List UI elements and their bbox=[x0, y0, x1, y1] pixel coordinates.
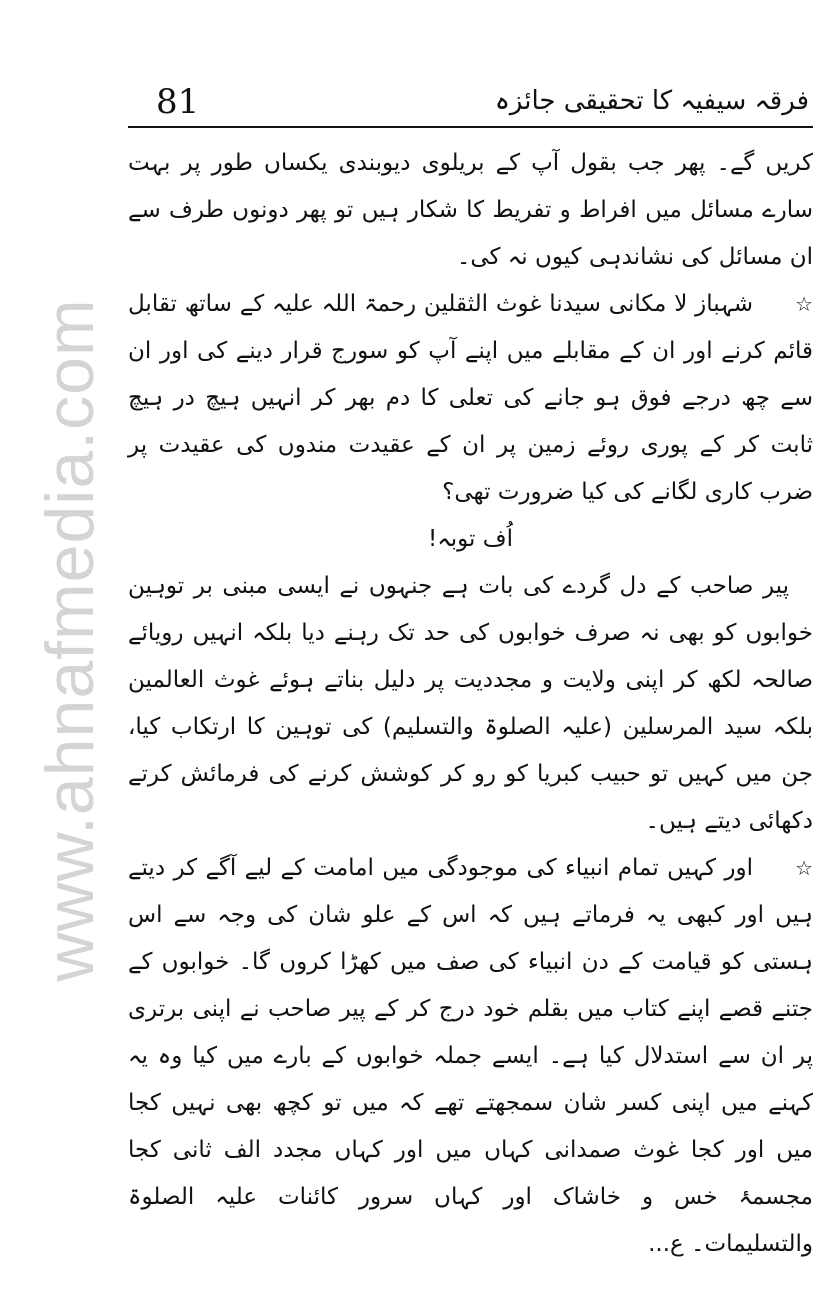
paragraph-4 bbox=[128, 845, 813, 1268]
paragraph-text: اور کہیں تمام انبیاء کی موجودگی میں امامت کے لیے آگے کر دیتے ہیں اور کبھی یہ فرماتے ہیں کہ اس کے علو شان کی وجہ سے اس ہستی کو قیامت کے دن انبیاء کی صف میں کھڑا کروں گا۔ خوابوں کے جتنے قصے اپنے کتاب میں بقلم خود درج کر کے پیر صاحب نے اپنی برتری پر ان سے استدلال کیا ہے۔ ایسے جملہ خوابوں کے بارے میں کیا وہ یہ کہنے میں اپنی کسر شان سمجھتے تھے کہ میں تو کچھ بھی نہیں کجا میں اور کجا غوث صمدانی کہاں میں اور کہاں مجدد الف ثانی کجا مجسمۂ خس و خاشاک اور کہاں سرور کائنات علیہ الصلوۃ والتسلیمات۔ ع... bbox=[128, 855, 813, 1257]
paragraph-text: پیر صاحب کے دل گردے کی بات ہے جنہوں نے ایسی مبنی بر توہین خوابوں کو بھی نہ صرف خوابوں کی حد تک رہنے دیا بلکہ انہیں رویائے صالحہ لکھ کر اپنی ولایت و مجددیت پر دلیل بناتے ہوئے غوث العالمین بلکہ سید المرسلین (علیہ الصلوۃ والتسلیم) کی توہین کا ارتکاب کیا، جن میں کہیں تو حبیب کبریا کو رو کر کوشش کرنے کی فرمائش کرتے دکھائی دیتے ہیں۔ bbox=[128, 573, 813, 834]
star-bullet-icon: ☆ bbox=[795, 292, 813, 316]
paragraph-text: کریں گے۔ پھر جب بقول آپ کے بریلوی دیوبندی یکساں طور پر بہت سارے مسائل میں افراط و تفریط کا شکار ہیں تو پھر دونوں طرف سے ان مسائل کی نشاندہی کیوں نہ کی۔ bbox=[128, 150, 813, 270]
page-number: 81 bbox=[156, 82, 200, 122]
paragraph-text: شہباز لا مکانی سیدنا غوث الثقلین رحمۃ اللہ علیہ کے ساتھ تقابل قائم کرنے اور ان کے مقابلے میں اپنے آپ کو سورج قرار دینے کی اور ان سے چھ درجے فوق ہو جانے کی تعلی کا دم بھر کر انہیں ہیچ در ہیچ ثابت کر کے پوری روئے زمین پر ان کے عقیدت مندوں کی عقیدت پر ضرب کاری لگانے کی کیا ضرورت تھی؟ bbox=[128, 291, 813, 505]
watermark: www.ahnafmedia.com bbox=[32, 298, 108, 982]
paragraph-1 bbox=[128, 140, 813, 281]
paragraph-3 bbox=[128, 563, 813, 845]
paragraph-text: اُف توبہ! bbox=[428, 526, 513, 552]
running-title: فرقہ سیفیہ کا تحقیقی جائزہ bbox=[494, 86, 809, 116]
exclamation-line bbox=[128, 516, 813, 563]
star-bullet-icon: ☆ bbox=[795, 856, 813, 880]
header-rule bbox=[128, 126, 813, 128]
paragraph-2 bbox=[128, 281, 813, 516]
body-text bbox=[128, 140, 813, 1268]
page-header bbox=[128, 80, 813, 130]
